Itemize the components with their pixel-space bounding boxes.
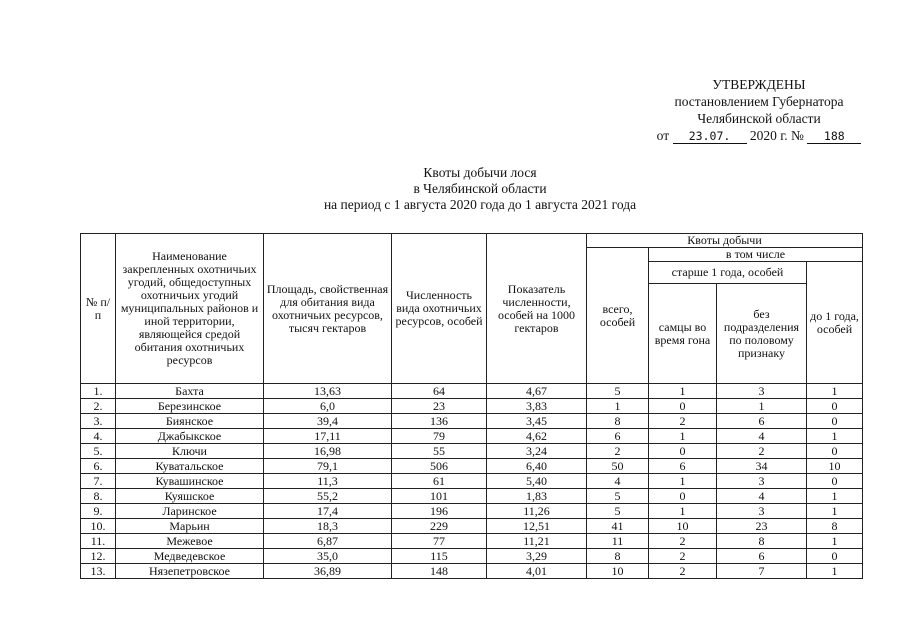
row-name: Нязепетровское	[116, 564, 264, 579]
row-area: 18,3	[264, 519, 392, 534]
row-young: 0	[807, 474, 863, 489]
date-value: 23.07.	[673, 129, 747, 144]
row-males: 0	[649, 444, 717, 459]
row-population: 115	[392, 549, 487, 564]
quota-table	[80, 233, 863, 579]
table-row	[81, 384, 863, 399]
row-total: 5	[587, 489, 649, 504]
table-row	[81, 459, 863, 474]
row-males: 1	[649, 474, 717, 489]
table-row	[81, 519, 863, 534]
header-young: до 1 года, особей	[807, 262, 863, 384]
row-area: 13,63	[264, 384, 392, 399]
row-total: 11	[587, 534, 649, 549]
row-area: 79,1	[264, 459, 392, 474]
row-density: 4,62	[487, 429, 587, 444]
row-males: 10	[649, 519, 717, 534]
row-density: 4,01	[487, 564, 587, 579]
row-density: 4,67	[487, 384, 587, 399]
row-name: Джабыкское	[116, 429, 264, 444]
row-males: 6	[649, 459, 717, 474]
row-name: Бахта	[116, 384, 264, 399]
row-density: 6,40	[487, 459, 587, 474]
row-area: 35,0	[264, 549, 392, 564]
row-young: 0	[807, 444, 863, 459]
row-young: 1	[807, 504, 863, 519]
row-total: 1	[587, 399, 649, 414]
row-area: 55,2	[264, 489, 392, 504]
row-population: 55	[392, 444, 487, 459]
table-row	[81, 489, 863, 504]
row-young: 1	[807, 534, 863, 549]
table-row	[81, 564, 863, 579]
row-name: Марьин	[116, 519, 264, 534]
row-population: 148	[392, 564, 487, 579]
row-nosex: 8	[717, 534, 807, 549]
row-total: 5	[587, 384, 649, 399]
row-nosex: 4	[717, 489, 807, 504]
row-population: 136	[392, 414, 487, 429]
row-males: 0	[649, 489, 717, 504]
table-row	[81, 399, 863, 414]
header-name: Наименование закрепленных охотничьих угодий, общедоступных охотничьих угодий муниципальных районов и иной территории, являющейся средой обитания охотничьих ресурсов	[116, 234, 264, 384]
row-num: 13.	[81, 564, 116, 579]
row-area: 39,4	[264, 414, 392, 429]
table-row	[81, 534, 863, 549]
header-males: самцы во время гона	[649, 284, 717, 384]
row-young: 1	[807, 384, 863, 399]
row-population: 64	[392, 384, 487, 399]
row-density: 3,24	[487, 444, 587, 459]
approval-date-line	[640, 127, 878, 144]
row-num: 11.	[81, 534, 116, 549]
row-total: 41	[587, 519, 649, 534]
row-young: 1	[807, 429, 863, 444]
row-young: 1	[807, 564, 863, 579]
row-num: 8.	[81, 489, 116, 504]
row-num: 12.	[81, 549, 116, 564]
title-line-1: Квоты добычи лося	[423, 165, 537, 180]
row-num: 6.	[81, 459, 116, 474]
row-population: 196	[392, 504, 487, 519]
table-row	[81, 549, 863, 564]
row-nosex: 3	[717, 384, 807, 399]
row-area: 17,4	[264, 504, 392, 519]
table-body	[81, 384, 863, 579]
row-nosex: 7	[717, 564, 807, 579]
row-nosex: 1	[717, 399, 807, 414]
approval-region-line: Челябинской области	[697, 111, 821, 126]
approval-heading: УТВЕРЖДЕНЫ	[712, 77, 806, 92]
row-nosex: 6	[717, 549, 807, 564]
row-males: 2	[649, 549, 717, 564]
row-males: 2	[649, 534, 717, 549]
row-population: 77	[392, 534, 487, 549]
table-row	[81, 444, 863, 459]
row-density: 11,26	[487, 504, 587, 519]
row-total: 8	[587, 414, 649, 429]
decree-number: 188	[807, 129, 861, 144]
row-young: 0	[807, 414, 863, 429]
row-total: 50	[587, 459, 649, 474]
date-prefix: от	[656, 128, 670, 143]
row-nosex: 6	[717, 414, 807, 429]
row-population: 79	[392, 429, 487, 444]
row-nosex: 23	[717, 519, 807, 534]
row-males: 2	[649, 564, 717, 579]
row-density: 11,21	[487, 534, 587, 549]
row-density: 3,83	[487, 399, 587, 414]
header-area: Площадь, свойственная для обитания вида охотничьих ресурсов, тысяч гектаров	[264, 234, 392, 384]
row-num: 9.	[81, 504, 116, 519]
row-total: 8	[587, 549, 649, 564]
row-nosex: 2	[717, 444, 807, 459]
row-name: Ключи	[116, 444, 264, 459]
row-area: 6,87	[264, 534, 392, 549]
document-title	[230, 165, 730, 213]
header-population: Численность вида охотничьих ресурсов, особей	[392, 234, 487, 384]
row-total: 2	[587, 444, 649, 459]
header-density: Показатель численности, особей на 1000 гектаров	[487, 234, 587, 384]
approval-stamp	[640, 76, 878, 144]
row-males: 2	[649, 414, 717, 429]
row-males: 1	[649, 504, 717, 519]
row-males: 1	[649, 429, 717, 444]
approval-decree-line: постановлением Губернатора	[674, 94, 844, 109]
header-including: в том числе	[649, 248, 863, 262]
row-num: 4.	[81, 429, 116, 444]
row-nosex: 3	[717, 474, 807, 489]
row-males: 0	[649, 399, 717, 414]
row-population: 23	[392, 399, 487, 414]
row-num: 5.	[81, 444, 116, 459]
row-name: Куватальское	[116, 459, 264, 474]
row-nosex: 34	[717, 459, 807, 474]
row-total: 5	[587, 504, 649, 519]
header-nosex: без подразделения по половому признаку	[717, 284, 807, 384]
title-line-2: в Челябинской области	[413, 181, 547, 196]
row-area: 11,3	[264, 474, 392, 489]
row-nosex: 3	[717, 504, 807, 519]
title-line-3: на период с 1 августа 2020 года до 1 августа 2021 года	[323, 197, 637, 212]
row-area: 17,11	[264, 429, 392, 444]
row-name: Биянское	[116, 414, 264, 429]
row-young: 0	[807, 549, 863, 564]
row-area: 36,89	[264, 564, 392, 579]
header-num: № п/п	[81, 234, 116, 384]
row-name: Ларинское	[116, 504, 264, 519]
row-num: 10.	[81, 519, 116, 534]
row-total: 4	[587, 474, 649, 489]
table-row	[81, 429, 863, 444]
row-area: 6,0	[264, 399, 392, 414]
row-population: 101	[392, 489, 487, 504]
row-young: 1	[807, 489, 863, 504]
header-quota-group: Квоты добычи	[587, 234, 863, 248]
row-density: 5,40	[487, 474, 587, 489]
row-name: Медведевское	[116, 549, 264, 564]
header-total: всего, особей	[587, 248, 649, 384]
row-population: 229	[392, 519, 487, 534]
table-row	[81, 474, 863, 489]
header-older: старше 1 года, особей	[649, 262, 807, 284]
row-young: 0	[807, 399, 863, 414]
row-num: 7.	[81, 474, 116, 489]
year-text: 2020 г. №	[749, 128, 804, 143]
table-row	[81, 414, 863, 429]
row-area: 16,98	[264, 444, 392, 459]
row-total: 6	[587, 429, 649, 444]
row-name: Межевое	[116, 534, 264, 549]
row-density: 3,29	[487, 549, 587, 564]
row-name: Кувашинское	[116, 474, 264, 489]
row-nosex: 4	[717, 429, 807, 444]
row-num: 2.	[81, 399, 116, 414]
row-males: 1	[649, 384, 717, 399]
row-density: 12,51	[487, 519, 587, 534]
row-num: 1.	[81, 384, 116, 399]
row-population: 506	[392, 459, 487, 474]
row-name: Березинское	[116, 399, 264, 414]
row-population: 61	[392, 474, 487, 489]
row-num: 3.	[81, 414, 116, 429]
row-density: 1,83	[487, 489, 587, 504]
table-row	[81, 504, 863, 519]
row-total: 10	[587, 564, 649, 579]
row-young: 8	[807, 519, 863, 534]
row-density: 3,45	[487, 414, 587, 429]
row-young: 10	[807, 459, 863, 474]
row-name: Куяшское	[116, 489, 264, 504]
